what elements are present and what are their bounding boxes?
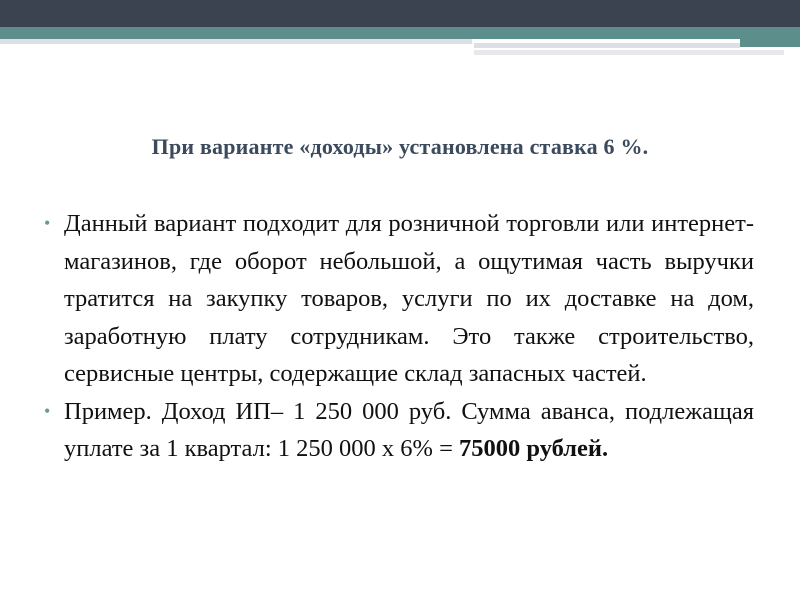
bullet-item-1 — [42, 205, 754, 393]
bullet-text-1: Данный вариант подходит для розничной торговли или интернет-магазинов, где оборот небольшой, а ощутимая часть выручки тратится на закупку товаров, услуги по их доставке на дом, заработную плату сотрудникам. Это также строительство, сервисные центры, содержащие склад запасных частей. — [64, 210, 754, 387]
bullet-marker: • — [44, 213, 51, 233]
header-band-gap — [472, 39, 474, 55]
bullet-emphasis-2: 75000 рублей. — [459, 435, 609, 462]
header-band-dark — [0, 0, 800, 27]
header-band-teal — [0, 27, 800, 39]
slide-title: При варианте «доходы» установлена ставка 6 %. — [151, 134, 649, 159]
bullet-marker: • — [44, 400, 51, 421]
bullet-list — [42, 205, 754, 468]
header-band-light-right — [474, 43, 740, 48]
bullet-text-2: Пример. Доход ИП– 1 250 000 руб. Сумма аванса, подлежащая уплате за 1 квартал: 1 250 000 х 6% = — [64, 397, 754, 462]
header-band-teal-end — [740, 27, 800, 47]
bullet-item-2 — [42, 393, 754, 468]
header-band-light-right-lower — [474, 50, 784, 55]
header-band-light-left — [0, 39, 472, 44]
